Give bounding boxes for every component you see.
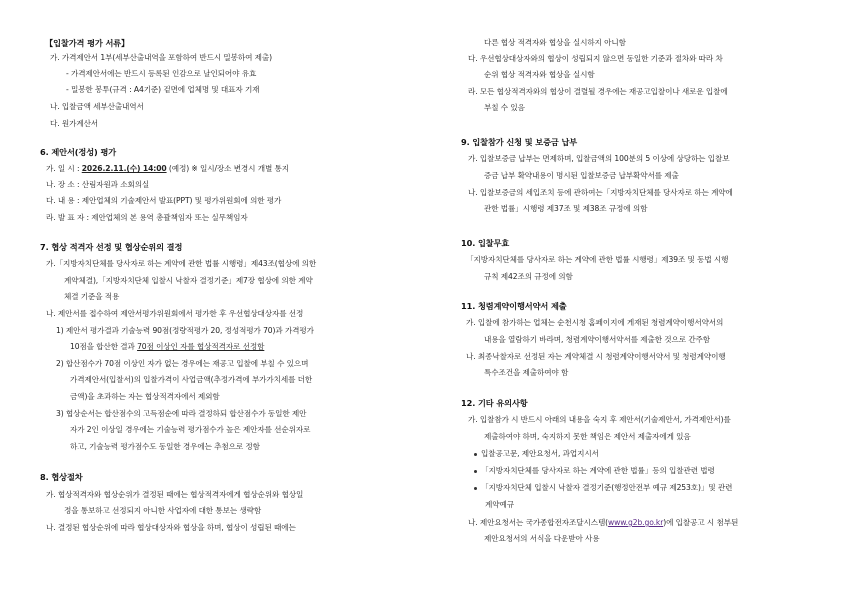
section-8-item-ra-line2: 부칠 수 있음 — [484, 103, 525, 112]
eval-docs-subitem-1: - 가격제안서에는 반드시 등록된 인감으로 날인되어야 유효 — [66, 69, 257, 78]
section-6-item-na: 나. 장 소 : 산림자원과 소회의실 — [46, 180, 150, 189]
section-12-item-ga-line1: 가. 입찰참가 시 반드시 아래의 내용을 숙지 후 제안서(기술제안서, 가격제안서)를 — [468, 415, 731, 424]
s6-ga-date: 2026.2.11.(수) 14:00 — [81, 164, 167, 173]
s7-sub1-underlined: 70점 이상인 자를 협상적격자로 선정함 — [137, 342, 265, 351]
section-12-bullet-2 — [474, 465, 715, 476]
section-7-item-na: 나. 제안서를 접수하여 제안서평가위원회에서 평가한 후 우선협상대상자를 선정 — [46, 309, 304, 318]
section-10-line2: 규칙 제42조의 규정에 의함 — [484, 272, 573, 281]
section-10-title: 10. 입찰무효 — [461, 238, 510, 248]
bullet-1-text: 입찰공고문, 제안요청서, 과업지시서 — [481, 449, 599, 458]
section-7-sub2-line3: 금액)을 초과하는 자는 협상적격자에서 제외함 — [70, 392, 220, 401]
section-9-item-na-line2: 관한 법률」시행령 제37조 및 제38조 규정에 의함 — [484, 204, 648, 213]
section-7-item-ga-line1: 가.「지방자치단체를 당사자로 하는 계약에 관한 법률 시행령」제43조(협상에 의한 — [46, 259, 317, 268]
section-11-item-ga-line2: 내용을 열람하기 바라며, 청렴계약이행서약서를 제출한 것으로 간주함 — [484, 335, 711, 344]
section-7-title: 7. 협상 적격자 선정 및 협상순위의 결정 — [40, 242, 183, 252]
s12-na-prefix: 나. 제안요청서는 국가종합전자조달시스템( — [468, 518, 609, 527]
section-8-item-na-line1: 나. 결정된 협상순위에 따라 협상대상자와 협상을 하며, 협상이 성립된 때에는 — [46, 523, 296, 532]
section-12-item-ga-line2: 제출하여야 하며, 숙지하지 못한 책임은 제안서 제출자에게 있음 — [484, 432, 691, 441]
eval-docs-item-da: 다. 원가계산서 — [50, 119, 99, 128]
s6-ga-prefix: 가. 일 시 : — [46, 164, 82, 173]
eval-docs-item-na: 나. 입찰금액 세부산출내역서 — [50, 102, 144, 111]
section-8-item-ga-line2: 정을 통보하고 선정되지 아니한 사업자에 대한 통보는 생략함 — [64, 506, 262, 515]
eval-docs-subitem-2: - 밀봉한 봉투(규격 : A4기준) 겉면에 업체명 및 대표자 기재 — [66, 85, 260, 94]
section-11-item-ga-line1: 가. 입찰에 참가하는 업체는 순천시청 홈페이지에 게재된 청렴계약이행서약서의 — [466, 318, 724, 327]
section-7-item-ga-line2: 계약체결),「지방자치단체 입찰시 낙찰자 결정기준」제7장 협상에 의한 계약 — [64, 276, 313, 285]
s7-sub1-prefix: 10점을 합산한 결과 — [70, 342, 138, 351]
section-6-title: 6. 제안서(정성) 평가 — [40, 147, 117, 157]
section-8-item-ra-line1: 라. 모든 협상적격자와의 협상이 결렬될 경우에는 재공고입찰이나 새로운 입찰에 — [468, 87, 728, 96]
section-12-bullet-1 — [474, 448, 599, 459]
section-7-sub2-line2: 가격제안서(입찰서)의 입찰가격이 사업금액(추정가격에 부가가치세를 더한 — [70, 375, 313, 384]
section-11-title: 11. 청렴계약이행서약서 제출 — [461, 301, 567, 311]
g2b-link[interactable]: www.g2b.go.kr — [608, 518, 664, 527]
section-12-item-na-line1 — [468, 517, 738, 528]
s12-na-suffix: )에 입찰공고 시 첨부된 — [663, 518, 739, 527]
bullet-3-text: 「지방자치단체 입찰시 낙찰자 결정기준(행정안전부 예규 제253호)」및 관련 — [481, 483, 733, 492]
section-9-item-ga-line1: 가. 입찰보증금 납부는 면제하며, 입찰금액의 100분의 5 이상에 상당하는 입찰보 — [468, 154, 730, 163]
section-7-sub1-line1: 1) 제안서 평가결과 기술능력 90점(정량적평가 20, 정성적평가 70)과 가격평가 — [56, 326, 314, 335]
bullet-dot-icon — [474, 470, 477, 473]
section-10-line1: 「지방자치단체를 당사자로 하는 계약에 관한 법률 시행령」제39조 및 동법 시행 — [466, 255, 729, 264]
section-11-item-na-line1: 나. 최종낙찰자로 선정된 자는 계약체결 시 청렴계약이행서약서 및 청렴계약이행 — [466, 352, 726, 361]
section-7-sub2-line1: 2) 합산점수가 70점 이상인 자가 없는 경우에는 재공고 입찰에 부칠 수 있으며 — [56, 359, 309, 368]
section-8-item-da-line1: 다. 우선협상대상자와의 협상이 성립되지 않으면 동일한 기준과 절차와 따라 차 — [468, 54, 723, 63]
section-9-title: 9. 입찰참가 신청 및 보증금 납부 — [461, 137, 578, 147]
section-7-sub3-line2: 자가 2인 이상일 경우에는 기술능력 평가점수가 높은 제안자를 선순위자로 — [70, 425, 311, 434]
section-7-sub3-line1: 3) 협상순서는 합산점수의 고득점순에 따라 결정하되 합산점수가 동일한 제안 — [56, 409, 307, 418]
section-6-item-ra: 라. 발 표 자 : 제안업체의 본 용역 총괄책임자 또는 실무책임자 — [46, 213, 248, 222]
section-7-sub3-line3: 하고, 기술능력 평가점수도 동일한 경우에는 추첨으로 정함 — [70, 442, 260, 451]
section-7-item-ga-line3: 체결 기준을 적용 — [64, 292, 120, 301]
bullet-dot-icon — [474, 453, 477, 456]
section-6-item-ga — [46, 163, 289, 174]
section-8-item-ga-line1: 가. 협상적격자와 협상순위가 결정된 때에는 협상적격자에게 협상순위와 협상일 — [46, 490, 304, 499]
section-7-sub1-line2 — [70, 341, 264, 352]
section-6-item-da: 다. 내 용 : 제안업체의 기술제안서 발표(PPT) 및 평가위원회에 의한 평가 — [46, 196, 282, 205]
section-8-item-da-line2: 순위 협상 적격자와 협상을 실시함 — [484, 70, 595, 79]
bullet-dot-icon — [474, 487, 477, 490]
section-12-item-na-line2: 제안요청서의 서식을 다운받아 사용 — [484, 534, 600, 543]
section-8-item-na-line2: 다른 협상 적격자와 협상을 실시하지 아니함 — [484, 38, 626, 47]
section-8-title: 8. 협상절차 — [40, 472, 83, 482]
s6-ga-tail: (예정) ※ 일시/장소 변경시 개별 통지 — [166, 164, 289, 173]
section-11-item-na-line2: 특수조건을 제출하여야 함 — [484, 368, 569, 377]
section-12-title: 12. 기타 유의사항 — [461, 398, 528, 408]
section-12-bullet-3-line2: 계약예규 — [485, 500, 514, 509]
section-9-item-na-line1: 나. 입찰보증금의 세입조치 등에 관하여는「지방자치단체를 당사자로 하는 계약에 — [468, 188, 733, 197]
bullet-2-text: 「지방자치단체를 당사자로 하는 계약에 관한 법률」등의 입찰관련 법령 — [481, 466, 715, 475]
eval-docs-item-ga: 가. 가격제안서 1부(세부산출내역을 포함하여 반드시 밀봉하여 제출) — [50, 53, 273, 62]
section-9-item-ga-line2: 증금 납부 확약내용이 명시된 입찰보증금 납부확약서를 제출 — [484, 171, 679, 180]
section-12-bullet-3 — [474, 482, 732, 493]
eval-docs-title: 【입찰가격 평가 서류】 — [45, 38, 130, 48]
